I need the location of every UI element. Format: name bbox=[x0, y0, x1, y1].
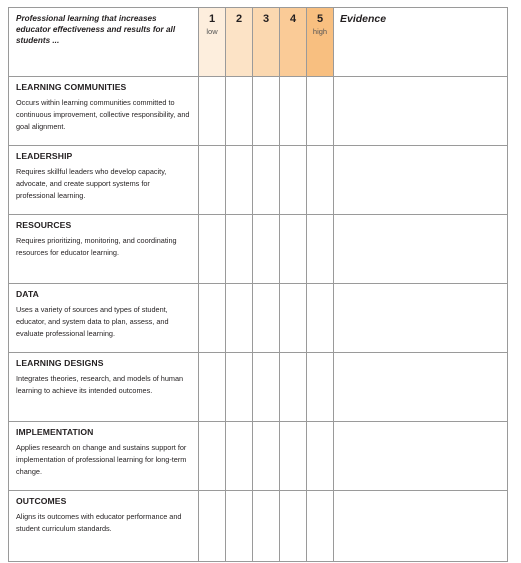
standard-title: LEADERSHIP bbox=[16, 151, 73, 161]
rating-cell-1[interactable] bbox=[199, 77, 226, 146]
rating-number: 2 bbox=[235, 13, 243, 25]
rating-cell-1[interactable] bbox=[199, 215, 226, 284]
rating-cell-4[interactable] bbox=[280, 491, 307, 562]
rating-cell-3[interactable] bbox=[253, 77, 280, 146]
rating-header-5 bbox=[307, 8, 334, 77]
rating-cell-2[interactable] bbox=[226, 146, 253, 215]
standard-cell bbox=[9, 422, 199, 491]
standard-cell bbox=[9, 77, 199, 146]
standard-row-data bbox=[9, 284, 508, 353]
rating-cell-5[interactable] bbox=[307, 284, 334, 353]
rating-cell-1[interactable] bbox=[199, 353, 226, 422]
rating-header-2 bbox=[226, 8, 253, 77]
rating-cell-5[interactable] bbox=[307, 422, 334, 491]
rating-cell-4[interactable] bbox=[280, 215, 307, 284]
standard-description: Applies research on change and sustains support for implementation of professional learning for long-term change. bbox=[16, 443, 187, 476]
standard-description: Requires prioritizing, monitoring, and coordinating resources for educator learning. bbox=[16, 236, 177, 257]
standard-description: Uses a variety of sources and types of student, educator, and system data to plan, assess, and evaluate professional learning. bbox=[16, 305, 169, 338]
standard-cell bbox=[9, 146, 199, 215]
rating-cell-2[interactable] bbox=[226, 422, 253, 491]
rating-cell-4[interactable] bbox=[280, 284, 307, 353]
rating-cell-3[interactable] bbox=[253, 422, 280, 491]
standard-row-implementation bbox=[9, 422, 508, 491]
rating-cell-4[interactable] bbox=[280, 353, 307, 422]
standard-title: RESOURCES bbox=[16, 220, 72, 230]
evidence-cell[interactable] bbox=[334, 353, 508, 422]
standard-cell bbox=[9, 353, 199, 422]
rating-cell-2[interactable] bbox=[226, 284, 253, 353]
rating-cell-2[interactable] bbox=[226, 215, 253, 284]
rating-cell-4[interactable] bbox=[280, 77, 307, 146]
rating-header-4 bbox=[280, 8, 307, 77]
header-row bbox=[9, 8, 508, 77]
evidence-cell[interactable] bbox=[334, 77, 508, 146]
rating-cell-3[interactable] bbox=[253, 215, 280, 284]
rating-cell-3[interactable] bbox=[253, 146, 280, 215]
rating-cell-2[interactable] bbox=[226, 491, 253, 562]
standard-row-resources bbox=[9, 215, 508, 284]
standard-cell bbox=[9, 491, 199, 562]
standard-row-learning-designs bbox=[9, 353, 508, 422]
evidence-cell[interactable] bbox=[334, 215, 508, 284]
rating-cell-5[interactable] bbox=[307, 77, 334, 146]
rating-low-label: low bbox=[206, 27, 218, 36]
standard-row-leadership bbox=[9, 146, 508, 215]
rating-cell-5[interactable] bbox=[307, 491, 334, 562]
rating-cell-2[interactable] bbox=[226, 77, 253, 146]
rating-cell-3[interactable] bbox=[253, 353, 280, 422]
rating-header-1 bbox=[199, 8, 226, 77]
evidence-cell[interactable] bbox=[334, 146, 508, 215]
evidence-header: Evidence bbox=[334, 8, 508, 77]
standard-row-outcomes bbox=[9, 491, 508, 562]
standard-description: Occurs within learning communities committed to continuous improvement, collective responsibility, and goal alignment. bbox=[16, 98, 190, 131]
standards-intro-header: Professional learning that increases educator effectiveness and results for all students ... bbox=[9, 8, 199, 77]
rating-cell-5[interactable] bbox=[307, 215, 334, 284]
evidence-cell[interactable] bbox=[334, 284, 508, 353]
evidence-cell[interactable] bbox=[334, 491, 508, 562]
standard-title: IMPLEMENTATION bbox=[16, 427, 94, 437]
rating-header-3 bbox=[253, 8, 280, 77]
evidence-cell[interactable] bbox=[334, 422, 508, 491]
rating-cell-3[interactable] bbox=[253, 284, 280, 353]
standard-description: Requires skillful leaders who develop capacity, advocate, and create support systems for professional learning. bbox=[16, 167, 167, 200]
rating-cell-5[interactable] bbox=[307, 353, 334, 422]
rating-number: 5 bbox=[316, 13, 324, 25]
standard-row-learning-communities bbox=[9, 77, 508, 146]
rating-high-label: high bbox=[312, 27, 328, 36]
standard-title: LEARNING COMMUNITIES bbox=[16, 82, 127, 92]
standard-description: Aligns its outcomes with educator performance and student curriculum standards. bbox=[16, 512, 182, 533]
rating-cell-1[interactable] bbox=[199, 284, 226, 353]
standard-cell bbox=[9, 215, 199, 284]
standard-cell bbox=[9, 284, 199, 353]
rating-cell-3[interactable] bbox=[253, 491, 280, 562]
rating-number: 1 bbox=[208, 13, 216, 25]
rating-cell-1[interactable] bbox=[199, 422, 226, 491]
standard-title: DATA bbox=[16, 289, 39, 299]
standard-title: OUTCOMES bbox=[16, 496, 67, 506]
rating-cell-1[interactable] bbox=[199, 146, 226, 215]
self-assessment-rubric bbox=[8, 7, 508, 562]
rating-cell-2[interactable] bbox=[226, 353, 253, 422]
rating-cell-4[interactable] bbox=[280, 422, 307, 491]
rating-number: 3 bbox=[262, 13, 270, 25]
rating-cell-4[interactable] bbox=[280, 146, 307, 215]
rating-cell-1[interactable] bbox=[199, 491, 226, 562]
standard-description: Integrates theories, research, and models of human learning to achieve its intended outcomes. bbox=[16, 374, 184, 395]
rating-cell-5[interactable] bbox=[307, 146, 334, 215]
rating-number: 4 bbox=[289, 13, 297, 25]
standard-title: LEARNING DESIGNS bbox=[16, 358, 104, 368]
